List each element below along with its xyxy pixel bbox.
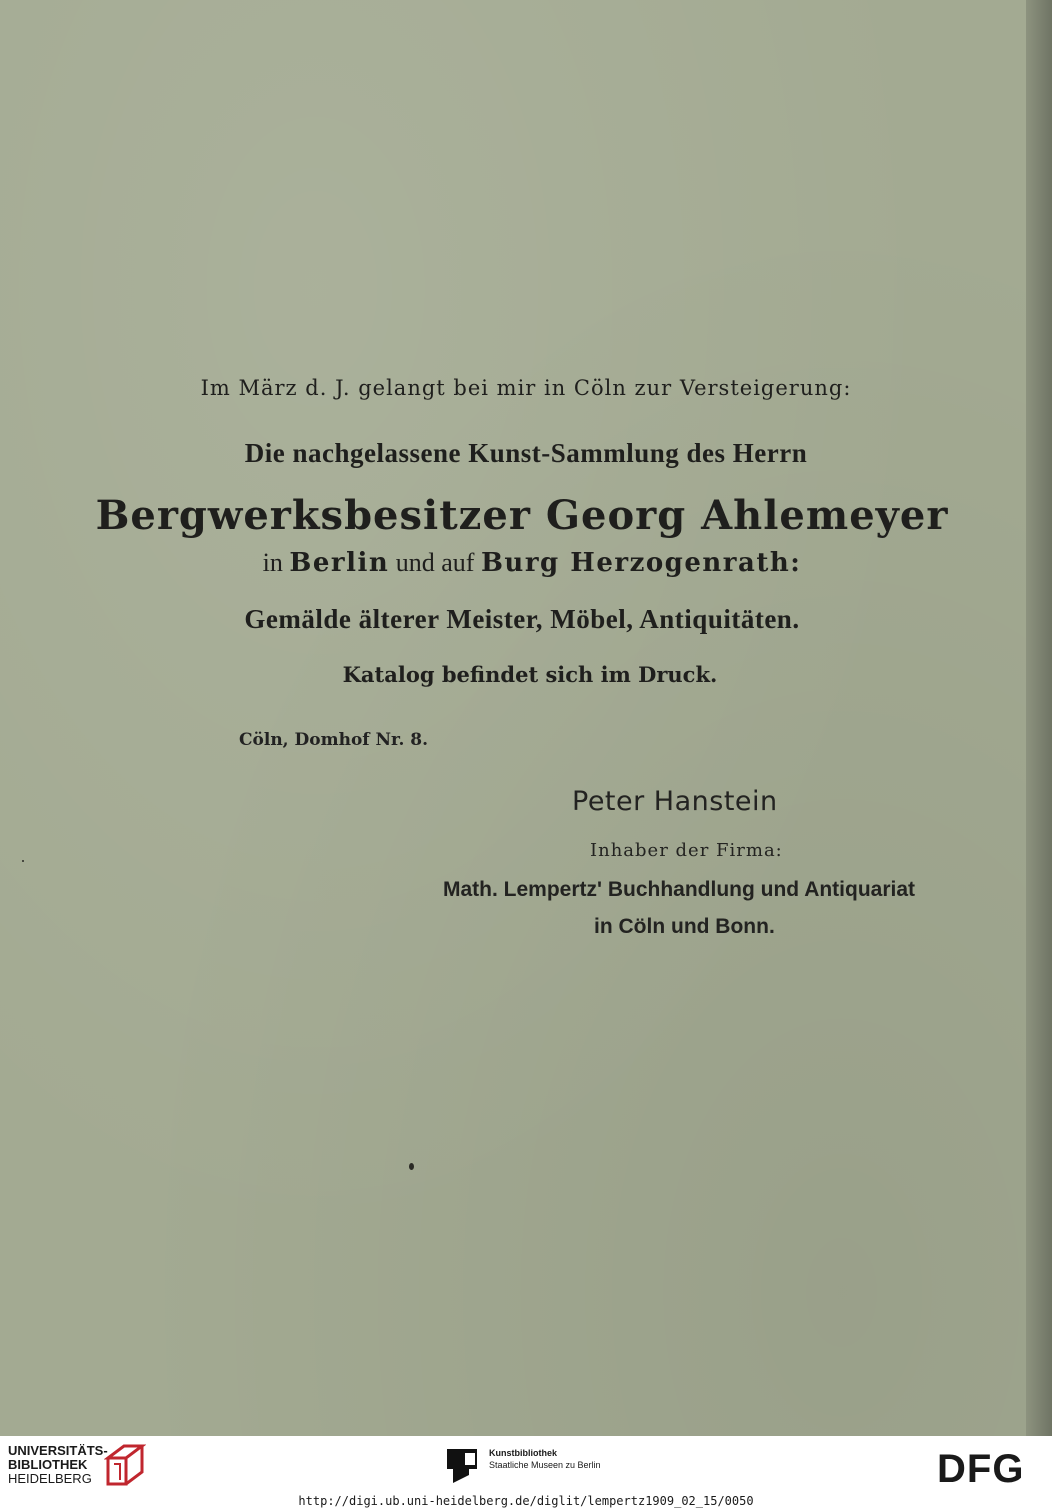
permalink-url[interactable]: http://digi.ub.uni-heidelberg.de/diglit/lempertz1909_02_15/0050 xyxy=(298,1494,754,1508)
signature-cities: in Cöln und Bonn. xyxy=(594,915,775,938)
kunstbibliothek-logo-icon xyxy=(445,1447,483,1487)
heading-line: Die nachgelassene Kunst-Sammlung des Herrn xyxy=(244,438,808,468)
university-line-1: UNIVERSITÄTS- xyxy=(8,1443,108,1458)
location-middle: und auf xyxy=(395,548,475,577)
intro-line: Im März d. J. gelangt bei mir in Cöln zur Versteigerung: xyxy=(200,376,852,400)
place-address: Cöln, Domhof Nr. 8. xyxy=(239,730,429,750)
museum-label: Staatliche Museen zu Berlin xyxy=(489,1460,601,1470)
university-line-2: BIBLIOTHEK xyxy=(8,1457,88,1472)
ink-speck xyxy=(22,860,24,862)
location-castle: Burg Herzogenrath: xyxy=(480,548,802,578)
dfg-logo: DFG xyxy=(937,1447,1025,1491)
signature-name: Peter Hanstein xyxy=(572,786,778,817)
page-edge-shadow xyxy=(1026,0,1052,1436)
kunstbibliothek-name xyxy=(489,1447,601,1471)
location-city: Berlin xyxy=(289,548,390,578)
university-line-3: HEIDELBERG xyxy=(8,1471,92,1486)
catalog-note: Katalog befindet sich im Druck. xyxy=(342,662,718,687)
location-prefix: in xyxy=(262,548,283,577)
digitization-footer xyxy=(0,1436,1052,1511)
signature-firm: Math. Lempertz' Buchhandlung und Antiquariat xyxy=(443,878,916,901)
collector-name: Bergwerksbesitzer Georg Ahlemeyer xyxy=(95,492,949,539)
university-library-name xyxy=(8,1444,108,1486)
location-line xyxy=(6,548,1052,578)
ink-speck xyxy=(409,1163,414,1170)
signature-role: Inhaber der Firma: xyxy=(590,840,783,861)
university-logo-icon xyxy=(104,1442,146,1486)
kunstbibliothek-label: Kunstbibliothek xyxy=(489,1448,557,1458)
contents-line: Gemälde älterer Meister, Möbel, Antiquitäten. xyxy=(244,604,800,634)
